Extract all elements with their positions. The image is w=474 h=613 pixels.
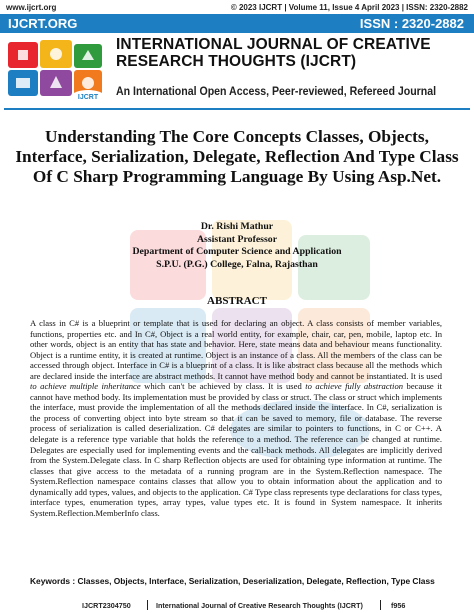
author-designation: Assistant Professor xyxy=(196,233,278,245)
page-footer xyxy=(0,599,474,613)
author-name: Dr. Rishi Mathur xyxy=(200,221,274,232)
issue-info: © 2023 IJCRT | Volume 11, Issue 4 April 2023 | ISSN: 2320-2882 xyxy=(230,3,468,12)
paper-id: IJCRT2304750 xyxy=(82,601,131,610)
author-department: Department of Computer Science and Application xyxy=(132,246,342,257)
header-divider xyxy=(4,108,470,110)
abstract-body xyxy=(30,318,442,518)
logo-text: IJCRT xyxy=(77,94,99,101)
top-meta-line xyxy=(0,0,474,14)
site-url[interactable]: www.ijcrt.org xyxy=(6,3,57,12)
journal-subtitle: An International Open Access, Peer-reviewed, Refereed Journal xyxy=(116,86,437,98)
journal-title: INTERNATIONAL JOURNAL OF CREATIVE RESEARCH THOUGHTS (IJCRT) xyxy=(116,36,431,70)
author-college: S.P.U. (P.G.) College, Falna, Rajasthan xyxy=(156,258,318,270)
footer-separator xyxy=(147,600,148,610)
abstract-text: which can't be achieved by class. It is used xyxy=(140,381,306,392)
abstract-heading: ABSTRACT xyxy=(207,295,267,307)
journal-banner-bar xyxy=(0,14,474,33)
keywords-line: Keywords : Classes, Objects, Interface, Serialization, Deserialization, Delegate, Reflection, Type Class xyxy=(30,576,435,586)
author-block xyxy=(14,221,460,271)
paper-title: Understanding The Core Concepts Classes, Objects, Interface, Serialization, Delegate, Reflection And Type Class Of C Sharp Programming Language By Using Asp.Net. xyxy=(15,127,459,186)
brand-label: IJCRT.ORG xyxy=(8,16,78,31)
abstract-emphasis: to achieve fully abstraction xyxy=(305,381,404,392)
abstract-text: because it cannot have method body. Its implementation must be provided by class or struct. The class or struct which implements the interface, must provide the implementation of all the methods declared inside the interface. In C#, serialization is the process of converting object into byte stream so that it can be saved to memory, file or database. The reverse process of serialization is called deserialization. C# delegates are similar to pointers to functions, in C or C++. A delegate is a reference type variable that holds the reference to a method. The reference can be changed at runtime. Delegates are especially used for implementing events and the call-back methods. All delegates are implicitly derived from the System.Delegate class. In C sharp Reflection objects are used for obtaining type information at runtime. The classes that give access to the metadata of a running program are in the System.Reflection namespace. The System.Reflection namespace contains classes that allow you to obtain information about the application and to dynamically add types, values, and objects to the application. C# Type class represents type declarations for class types, interface types, enumeration types, array types, value types etc. It is found in System namespace. It inherits System.Reflection.MemberInfo class. xyxy=(30,381,442,518)
issn-label: ISSN : 2320-2882 xyxy=(359,16,464,31)
abstract-text: A class in C# is a blueprint or template that is used for declaring an object. A class consists of member variables, functions, properties etc. and In C#, Object is a real world entity, for example, chair, car, pen, mobile, laptop etc. In other words, object is an entity that has state and behavior. Here, state means data and behaviour means functionality. Object is a runtime entity, it is created at runtime. Object is an instance of a class. All the members of the class can be accessed through object. Interface in C# is a blueprint of a class. It is like abstract class because all the methods which are declared inside the interface are abstract methods. It cannot have method body and cannot be instantiated. It is used xyxy=(30,318,442,381)
journal-logo xyxy=(4,36,106,104)
abstract-emphasis: to achieve multiple inheritance xyxy=(30,381,141,392)
page-number: f956 xyxy=(391,601,406,610)
footer-separator xyxy=(380,600,381,610)
footer-journal: International Journal of Creative Research Thoughts (IJCRT) xyxy=(156,601,363,610)
